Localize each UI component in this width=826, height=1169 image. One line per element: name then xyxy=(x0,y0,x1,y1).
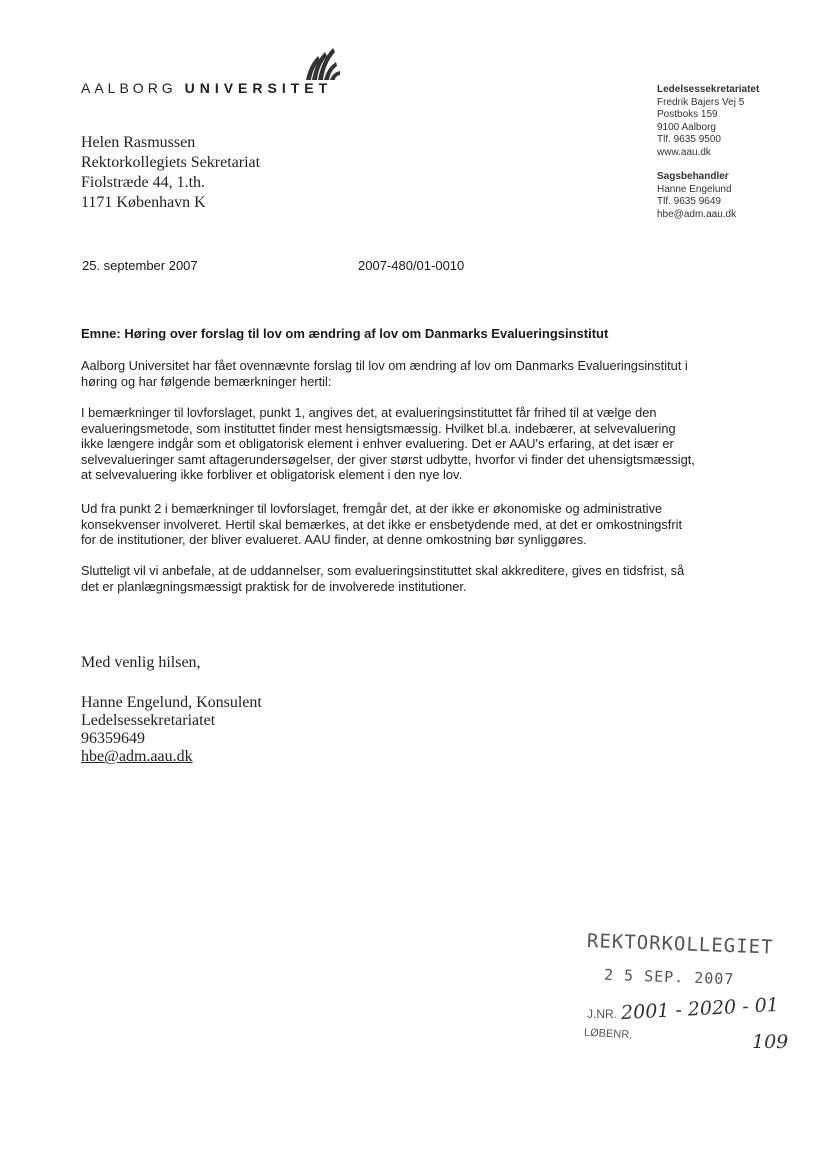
sender-pobox: Postboks 159 xyxy=(657,109,718,121)
case-handler xyxy=(657,171,736,221)
handler-name: Hanne Engelund xyxy=(657,183,732,195)
letter-date: 25. september 2007 xyxy=(82,258,198,273)
text-line: I bemærkninger til lovforslaget, punkt 1, angives det, at evalueringsinstituttet får frihed til at vælge den xyxy=(81,405,657,420)
sender-phone: Tlf. 9635 9500 xyxy=(657,134,721,146)
text-line: Ud fra punkt 2 i bemærkninger til lovforslaget, fremgår det, at der ikke er økonomiske og administrative xyxy=(81,501,663,516)
university-name-part2: UNIVERSITET xyxy=(184,80,333,96)
text-line: det er planlægningsmæssigt praktisk for de involverede institutioner. xyxy=(81,578,467,594)
aau-logo-icon xyxy=(300,44,344,82)
recipient-address xyxy=(81,133,260,213)
text-line: selvevalueringer samt aftagerundersøgelser, der giver størst udbytte, hvorfor vi finder det uhensigtsmæssigt, xyxy=(81,451,695,467)
journal-number-label: J.NR. xyxy=(587,1007,617,1021)
signature-name-title: Hanne Engelund, Konsulent xyxy=(81,694,262,711)
signature-phone: 96359649 xyxy=(81,730,145,747)
reference-number: 2007-480/01-0010 xyxy=(358,258,465,273)
paragraph-point-1 xyxy=(81,405,751,483)
recipient-org: Rektorkollegiets Sekretariat xyxy=(81,154,261,171)
handler-heading: Sagsbehandler xyxy=(657,171,729,182)
text-line: at selvevaluering ikke forbliver et obligatorisk element i den nye lov. xyxy=(81,467,463,482)
journal-number-handwritten: 2001 - 2020 - 01 xyxy=(620,993,780,1025)
paragraph-recommendation xyxy=(81,563,751,594)
sender-department: Ledelsessekretariatet xyxy=(657,84,760,95)
sender-web: www.aau.dk xyxy=(657,146,711,158)
recipient-name: Helen Rasmussen xyxy=(81,134,196,151)
text-line: høring og har følgende bemærkninger hertil: xyxy=(81,373,332,389)
university-name xyxy=(81,80,332,96)
paragraph-point-2 xyxy=(81,501,751,548)
text-line: ikke længere indgår som et obligatorisk element i enhver evaluering. Det er AAU's erfaring, at det især er xyxy=(81,436,674,451)
signature-department: Ledelsessekretariatet xyxy=(81,712,216,729)
text-line: evalueringsmetode, som instituttet finder mest hensigtsmæssig. Hvilket bl.a. indebærer, at selvevaluering xyxy=(81,420,676,436)
received-stamp-title: REKTORKOLLEGIET xyxy=(586,930,774,959)
sender-address xyxy=(657,84,759,160)
signature-email-link[interactable]: hbe@adm.aau.dk xyxy=(81,748,193,765)
serial-number-handwritten: 109 xyxy=(752,1031,789,1053)
university-name-part1: AALBORG xyxy=(81,80,177,96)
recipient-city: 1171 København K xyxy=(81,194,206,211)
handler-phone: Tlf. 9635 9649 xyxy=(657,196,721,208)
received-stamp-date: 2 5 SEP. 2007 xyxy=(603,965,735,989)
handler-email: hbe@adm.aau.dk xyxy=(657,208,737,220)
signature-block xyxy=(81,694,262,766)
text-line: Aalborg Universitet har fået ovennævnte forslag til lov om ændring af lov om Danmarks Evalueringsinstitut i xyxy=(81,358,688,373)
closing-greeting: Med venlig hilsen, xyxy=(81,654,201,671)
sender-street: Fredrik Bajers Vej 5 xyxy=(657,96,745,108)
text-line: Slutteligt vil vi anbefale, at de uddannelser, som evalueringsinstituttet skal akkreditere, gives en tidsfrist, så xyxy=(81,563,685,578)
paragraph-intro xyxy=(81,358,751,389)
recipient-street: Fiolstræde 44, 1.th. xyxy=(81,174,206,191)
text-line: konsekvenser involveret. Hertil skal bemærkes, at det ikke er ensbetydende med, at det er omkostningsfrit xyxy=(81,516,683,532)
text-line: for de institutioner, der bliver evalueret. AAU finder, at denne omkostning bør synliggøres. xyxy=(81,532,587,547)
subject-line: Emne: Høring over forslag til lov om ændring af lov om Danmarks Evalueringsinstitut xyxy=(81,326,609,341)
sender-city: 9100 Aalborg xyxy=(657,121,716,133)
serial-number-label: LØBENR. xyxy=(583,1026,633,1042)
